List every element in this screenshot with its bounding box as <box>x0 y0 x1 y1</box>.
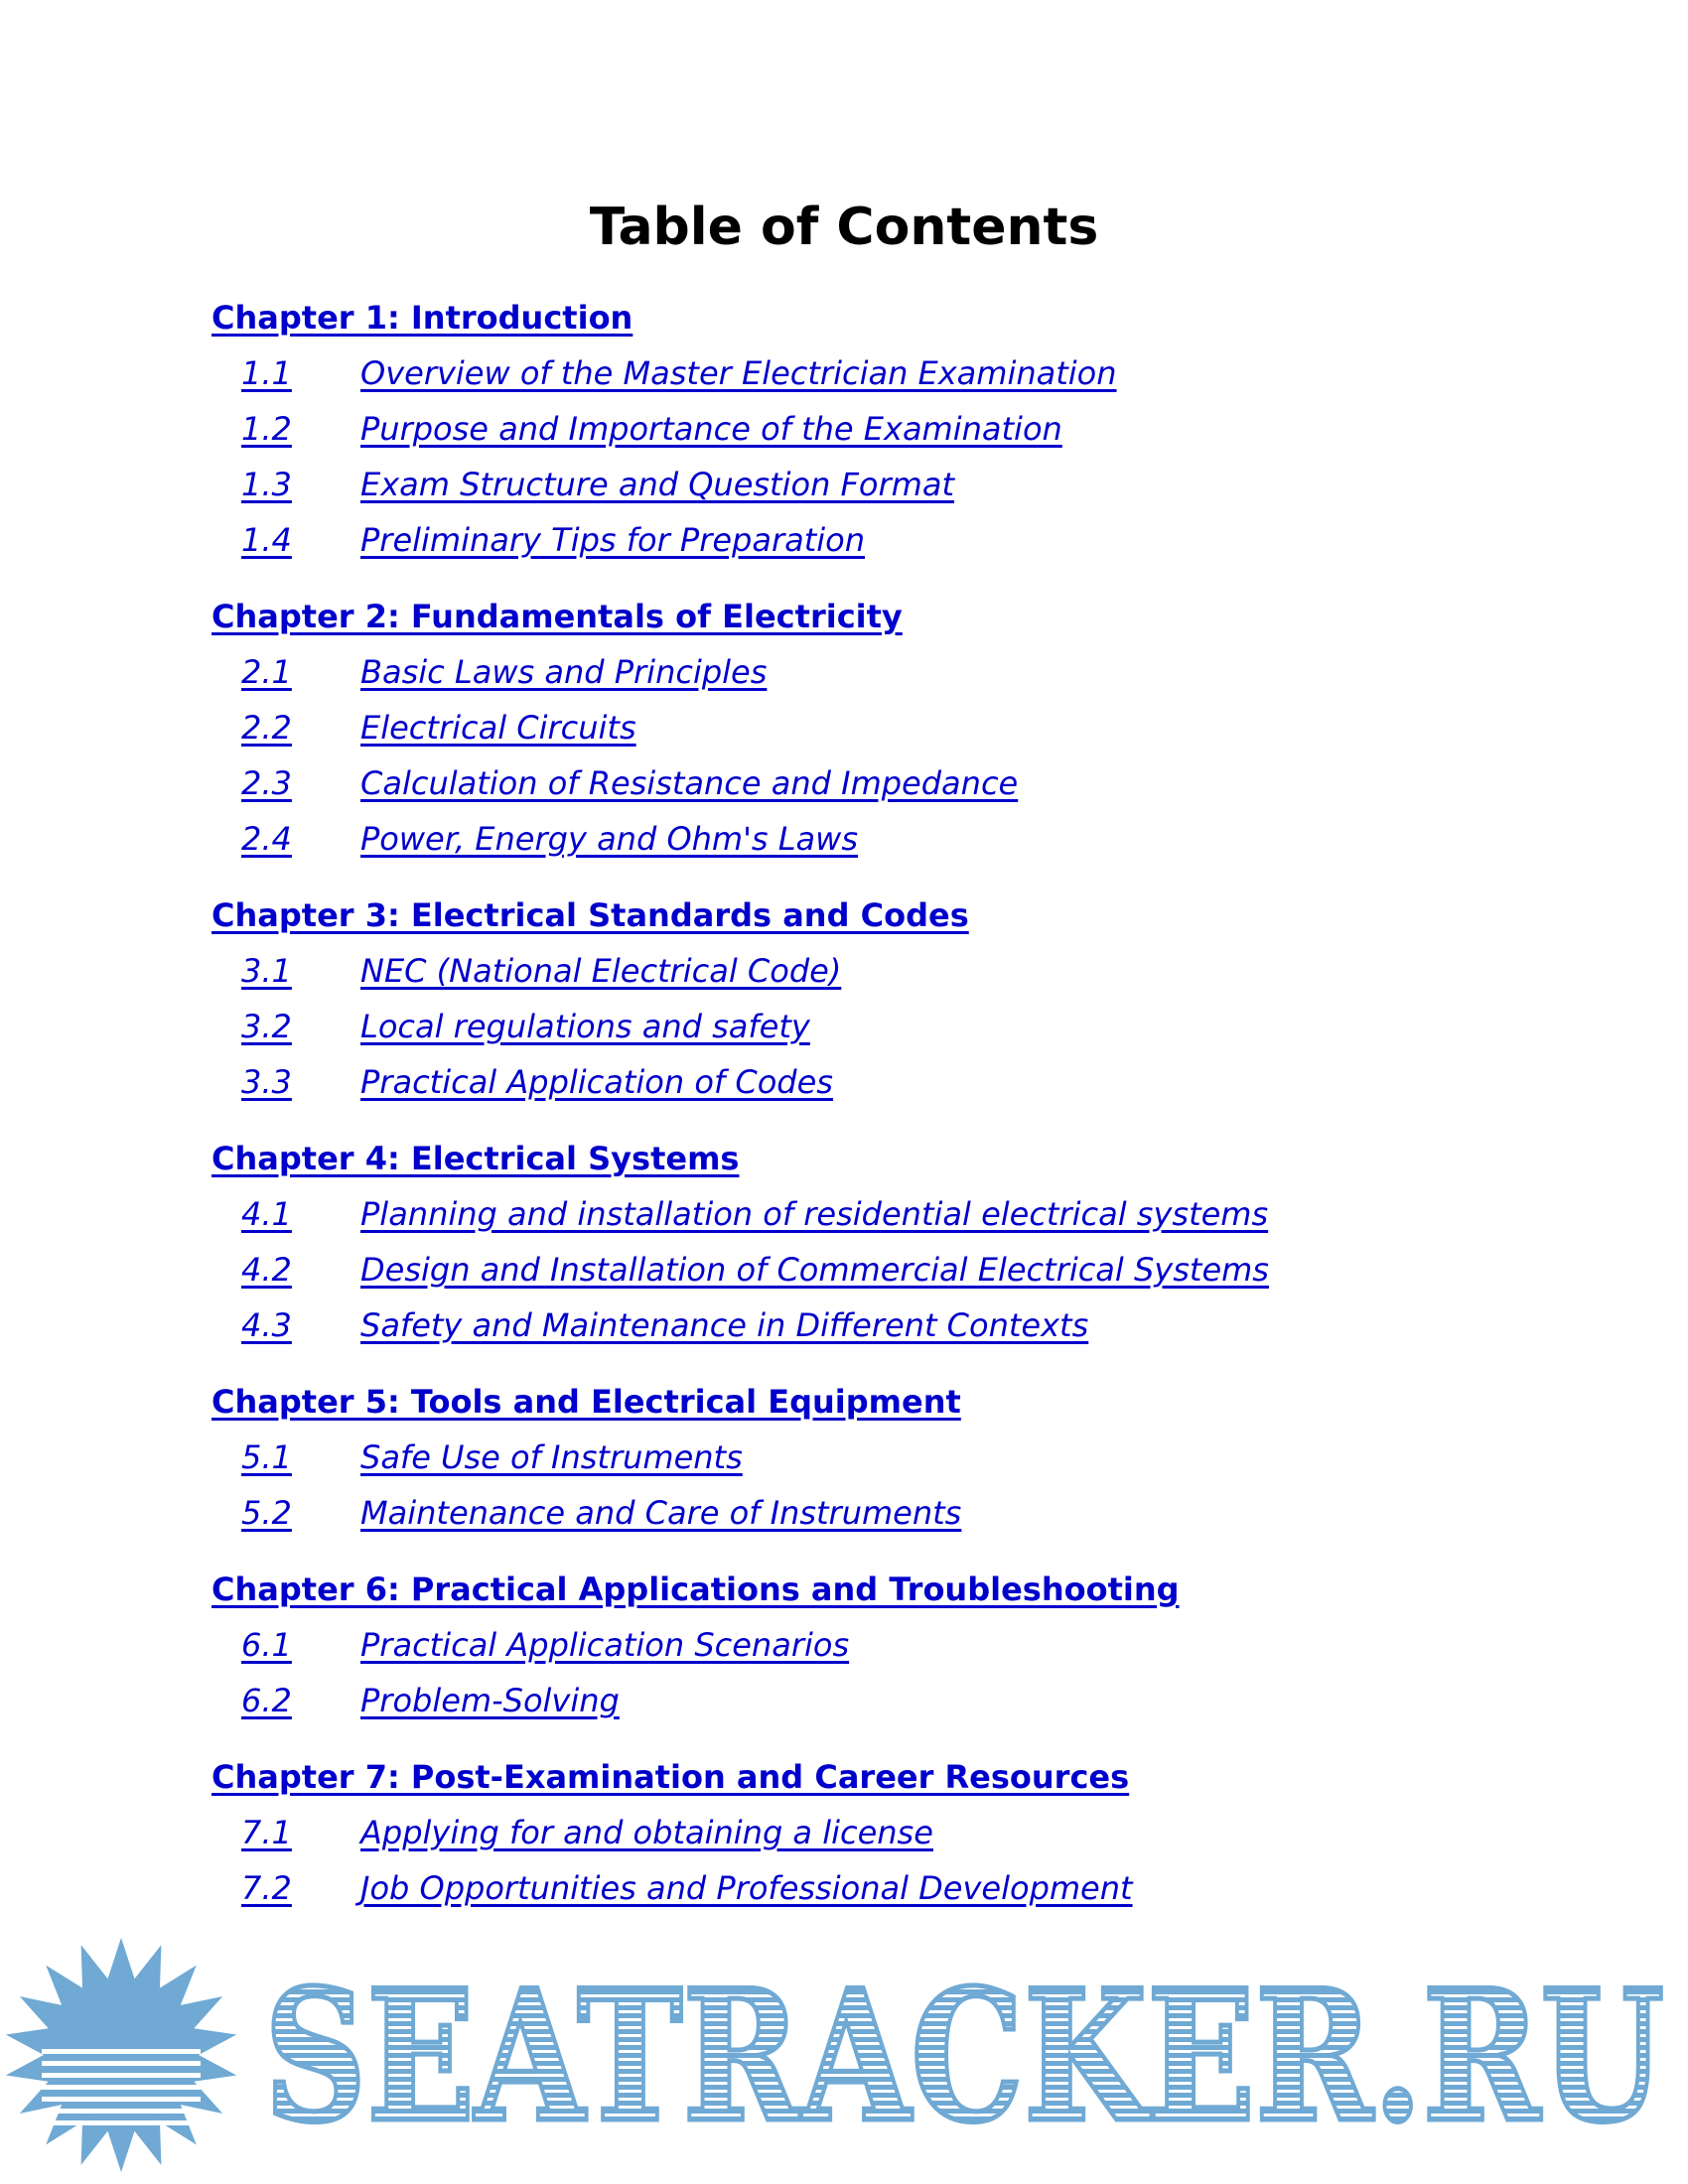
toc-section-entry <box>211 1007 1502 1062</box>
section-title-link[interactable]: Job Opportunities and Professional Development <box>360 1869 1133 1907</box>
toc-section-entry <box>211 1681 1502 1736</box>
section-title-link[interactable]: Practical Application Scenarios <box>360 1626 850 1664</box>
section-title-link[interactable]: Safety and Maintenance in Different Contexts <box>360 1306 1089 1344</box>
section-number-link[interactable]: 2.4 <box>241 820 292 858</box>
toc-section-entry <box>211 951 1502 1007</box>
watermark <box>0 1926 1688 2184</box>
section-title-link[interactable]: Practical Application of Codes <box>360 1063 833 1101</box>
toc-section-entry <box>211 1625 1502 1681</box>
page-title: Table of Contents <box>589 198 1099 257</box>
section-number-link[interactable]: 4.2 <box>241 1251 292 1289</box>
toc-section-entry <box>211 1062 1502 1118</box>
section-title-link[interactable]: Safe Use of Instruments <box>360 1438 743 1476</box>
section-title-link[interactable]: NEC (National Electrical Code) <box>360 952 842 990</box>
section-title-link[interactable]: Power, Energy and Ohm's Laws <box>360 820 858 858</box>
section-number-link[interactable]: 1.2 <box>241 410 292 448</box>
sun-burst-icon <box>6 1938 236 2172</box>
section-number-link[interactable]: 7.1 <box>241 1814 292 1851</box>
section-title-link[interactable]: Exam Structure and Question Format <box>360 466 954 503</box>
section-title-link[interactable]: Preliminary Tips for Preparation <box>360 521 866 559</box>
section-title-link[interactable]: Basic Laws and Principles <box>360 653 768 691</box>
section-number-link[interactable]: 5.1 <box>241 1438 292 1476</box>
section-number-link[interactable]: 6.1 <box>241 1626 292 1664</box>
chapter-1-heading-link[interactable]: Chapter 1: Introduction <box>211 299 633 337</box>
toc-section-entry <box>211 1437 1502 1493</box>
section-number-link[interactable]: 3.2 <box>241 1008 292 1045</box>
section-title-link[interactable]: Planning and installation of residential electrical systems <box>360 1195 1269 1233</box>
chapter-7-heading-link[interactable]: Chapter 7: Post-Examination and Career Resources <box>211 1758 1130 1796</box>
section-number-link[interactable]: 4.3 <box>241 1306 292 1344</box>
section-number-link[interactable]: 2.2 <box>241 709 292 747</box>
section-title-link[interactable]: Overview of the Master Electrician Examination <box>360 354 1117 392</box>
section-number-link[interactable]: 1.1 <box>241 354 292 392</box>
toc-chapter <box>211 298 1502 576</box>
toc-section-entry <box>211 465 1502 520</box>
toc-section-entry <box>211 353 1502 409</box>
watermark-text: SEATRACKER.RU <box>264 1950 1664 2162</box>
toc-section-entry <box>211 819 1502 875</box>
section-number-link[interactable]: 6.2 <box>241 1682 292 1719</box>
toc-section-entry <box>211 1305 1502 1361</box>
section-title-link[interactable]: Calculation of Resistance and Impedance <box>360 764 1019 802</box>
section-number-link[interactable]: 3.3 <box>241 1063 292 1101</box>
toc-chapter <box>211 1570 1502 1736</box>
section-title-link[interactable]: Purpose and Importance of the Examination <box>360 410 1062 448</box>
toc-section-entry <box>211 1250 1502 1305</box>
section-number-link[interactable]: 1.4 <box>241 521 292 559</box>
section-title-link[interactable]: Local regulations and safety <box>360 1008 810 1045</box>
section-number-link[interactable]: 1.3 <box>241 466 292 503</box>
toc-chapter <box>211 1757 1502 1924</box>
section-number-link[interactable]: 3.1 <box>241 952 292 990</box>
toc-section-entry <box>211 763 1502 819</box>
section-number-link[interactable]: 7.2 <box>241 1869 292 1907</box>
toc-section-entry <box>211 520 1502 576</box>
section-title-link[interactable]: Design and Installation of Commercial Electrical Systems <box>360 1251 1269 1289</box>
section-title-link[interactable]: Electrical Circuits <box>360 709 636 747</box>
toc-section-entry <box>211 1194 1502 1250</box>
table-of-contents <box>211 298 1502 1945</box>
section-title-link[interactable]: Applying for and obtaining a license <box>360 1814 933 1851</box>
toc-section-entry <box>211 409 1502 465</box>
chapter-4-heading-link[interactable]: Chapter 4: Electrical Systems <box>211 1140 740 1177</box>
chapter-2-heading-link[interactable]: Chapter 2: Fundamentals of Electricity <box>211 598 903 635</box>
section-number-link[interactable]: 5.2 <box>241 1494 292 1532</box>
section-number-link[interactable]: 2.1 <box>241 653 292 691</box>
chapter-3-heading-link[interactable]: Chapter 3: Electrical Standards and Codes <box>211 896 969 934</box>
chapter-6-heading-link[interactable]: Chapter 6: Practical Applications and Troubleshooting <box>211 1570 1180 1608</box>
toc-section-entry <box>211 652 1502 708</box>
section-title-link[interactable]: Problem-Solving <box>360 1682 620 1719</box>
toc-section-entry <box>211 708 1502 763</box>
section-title-link[interactable]: Maintenance and Care of Instruments <box>360 1494 962 1532</box>
section-number-link[interactable]: 2.3 <box>241 764 292 802</box>
toc-chapter <box>211 895 1502 1118</box>
section-number-link[interactable]: 4.1 <box>241 1195 292 1233</box>
toc-chapter <box>211 1139 1502 1361</box>
toc-section-entry <box>211 1813 1502 1868</box>
toc-chapter <box>211 1382 1502 1549</box>
toc-chapter <box>211 597 1502 875</box>
toc-section-entry <box>211 1493 1502 1549</box>
toc-section-entry <box>211 1868 1502 1924</box>
chapter-5-heading-link[interactable]: Chapter 5: Tools and Electrical Equipment <box>211 1383 961 1421</box>
